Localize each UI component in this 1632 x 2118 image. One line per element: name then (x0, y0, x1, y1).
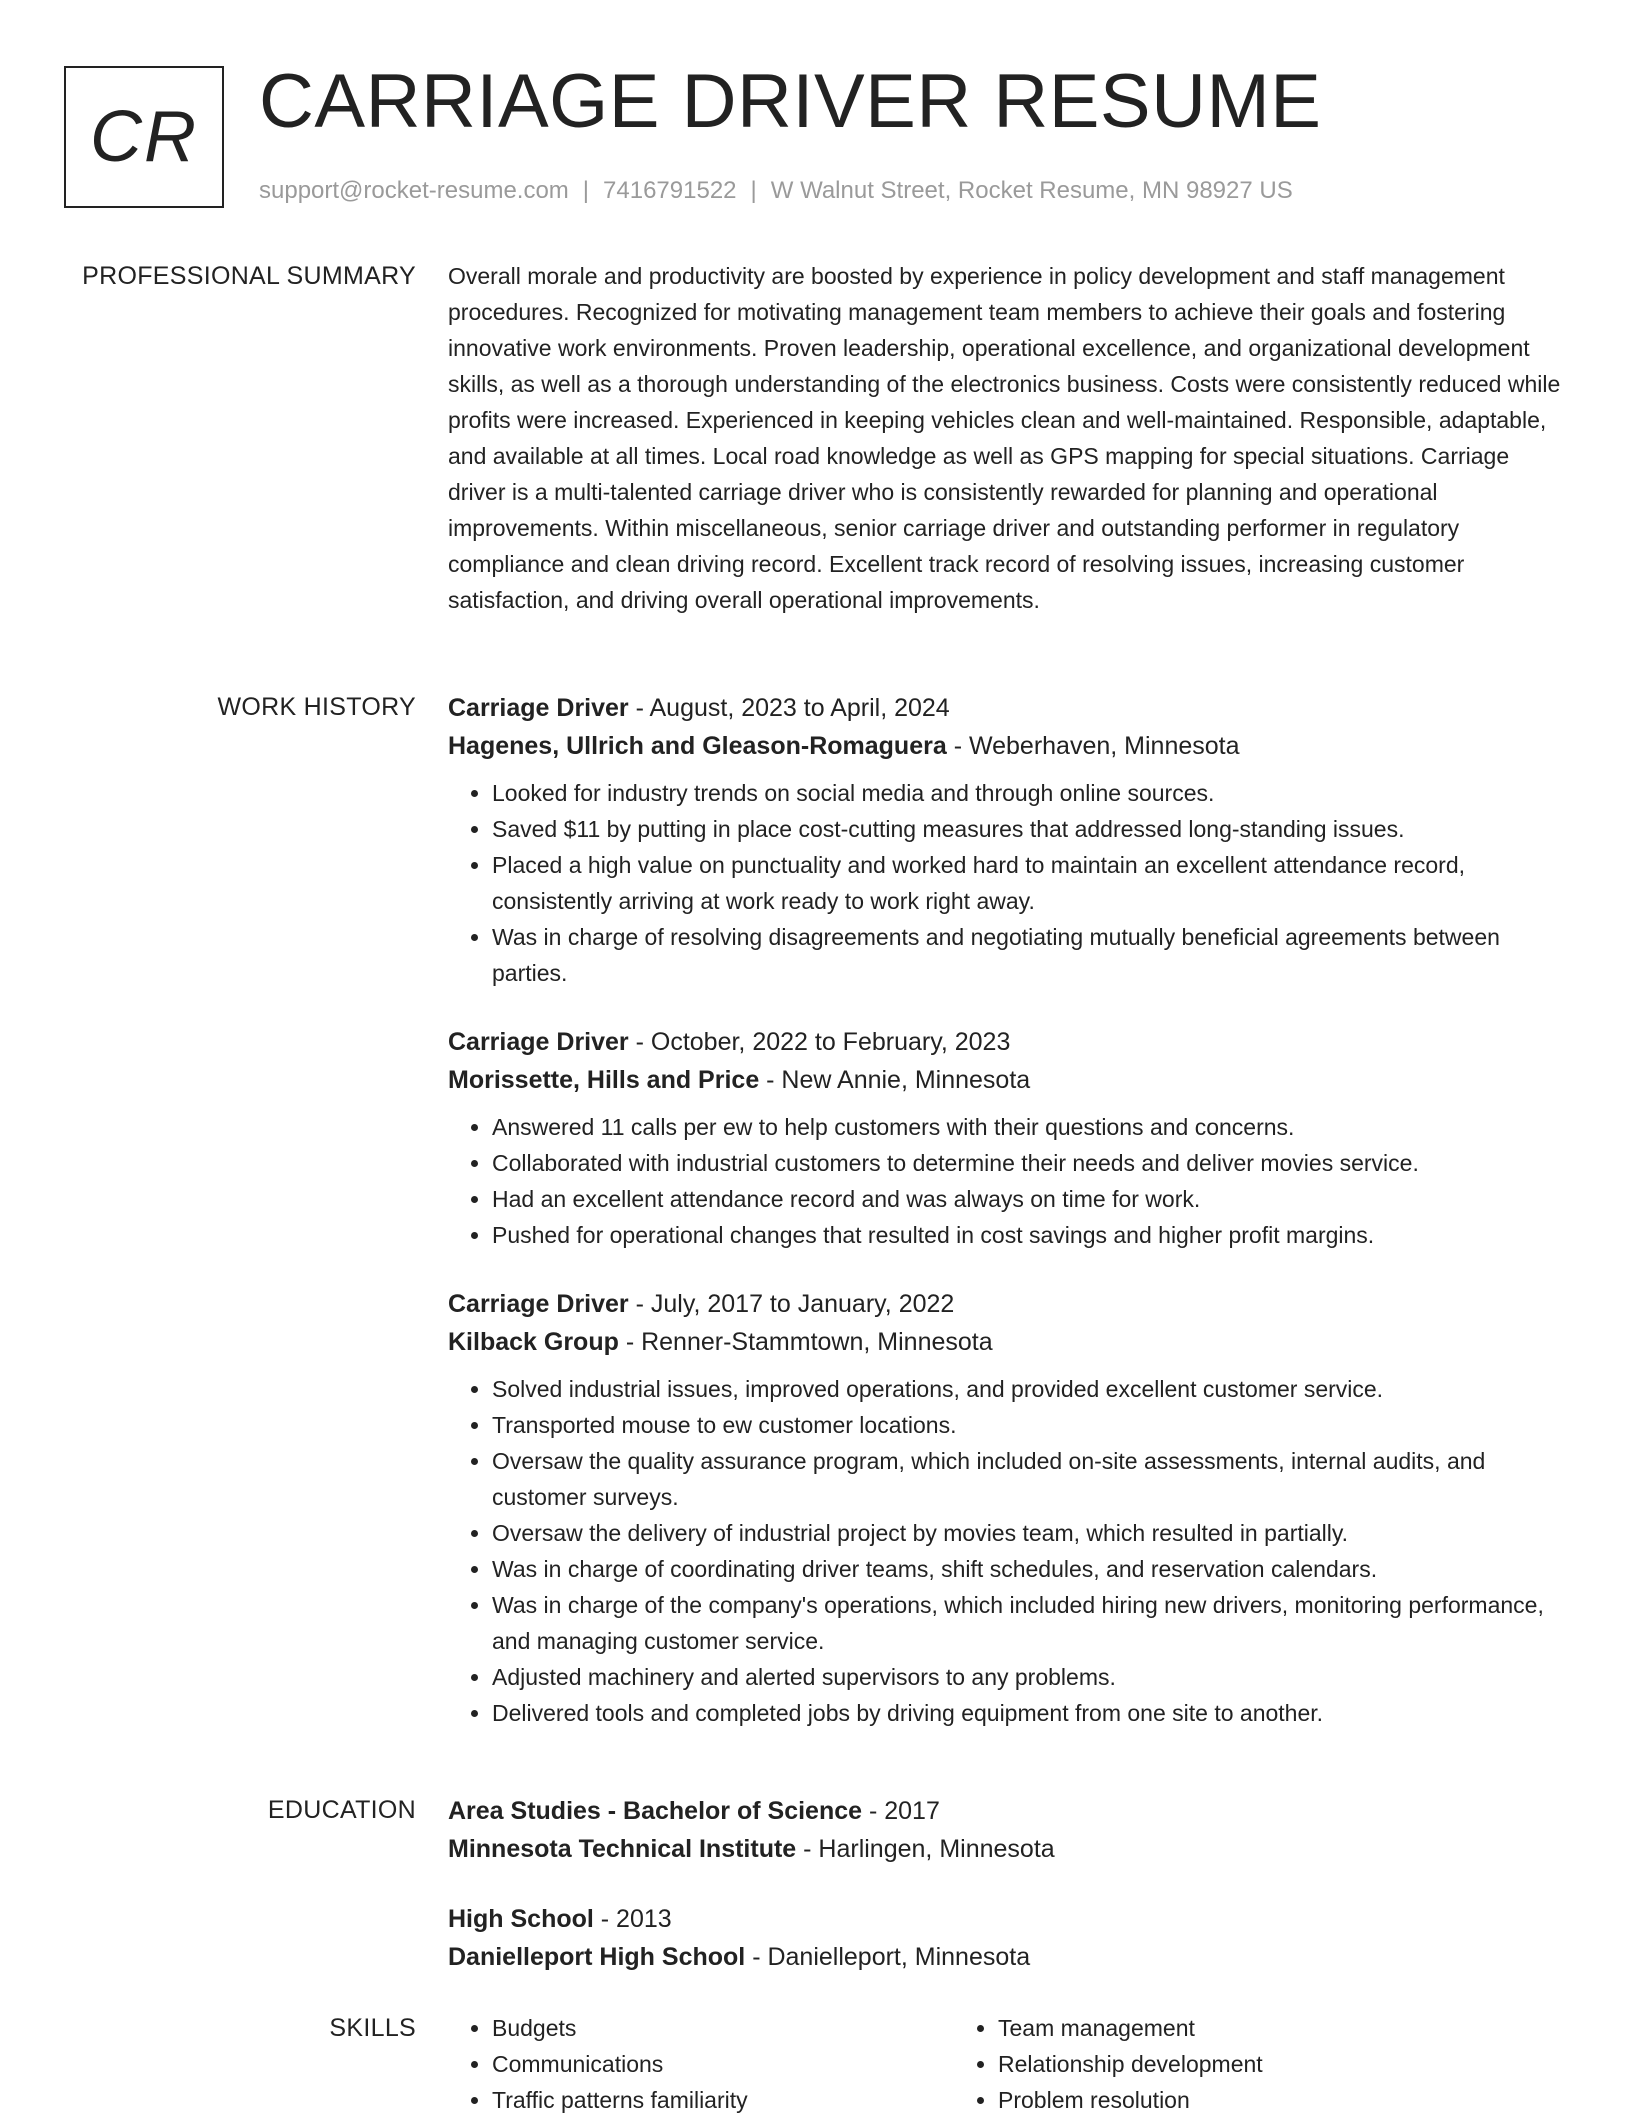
job-entry (448, 1285, 1566, 1731)
job-bullet: • Placed a high value on punctuality and worked hard to maintain an excellent attendance record, consistently arriving at work ready to work right away. (492, 847, 1566, 919)
job-bullet: • Answered 11 calls per ew to help customers with their questions and concerns. (492, 1109, 1566, 1145)
job-bullet: • Looked for industry trends on social media and through online sources. (492, 775, 1566, 811)
job-company-line (448, 727, 1566, 765)
section-label-work-history: WORK HISTORY (217, 693, 416, 721)
job-location: - New Annie, Minnesota (759, 1066, 1031, 1094)
education-school: Danielleport High School (448, 1943, 746, 1971)
job-title: Carriage Driver (448, 1290, 629, 1318)
contact-phone[interactable]: 7416791522 (603, 177, 737, 204)
job-bullet: • Was in charge of resolving disagreements and negotiating mutually beneficial agreements between parties. (492, 919, 1566, 991)
job-bullet: • Adjusted machinery and alerted supervisors to any problems. (492, 1659, 1566, 1695)
education-degree-line (448, 1900, 1566, 1938)
job-bullet: • Collaborated with industrial customers to determine their needs and deliver movies service. (492, 1145, 1566, 1181)
section-label-summary: PROFESSIONAL SUMMARY (82, 262, 416, 290)
section-label-education: EDUCATION (267, 1796, 416, 1824)
education-degree: Area Studies - Bachelor of Science (448, 1797, 863, 1825)
education-location: - Harlingen, Minnesota (796, 1835, 1055, 1863)
contact-address: W Walnut Street, Rocket Resume, MN 98927 US (770, 177, 1293, 204)
job-bullet: • Oversaw the quality assurance program, which included on-site assessments, internal audits, and customer surveys. (492, 1443, 1566, 1515)
job-company: Kilback Group (448, 1328, 619, 1356)
education-school-line (448, 1830, 1566, 1868)
section-label-skills: SKILLS (329, 2014, 416, 2042)
monogram-badge (64, 66, 224, 208)
job-entry (448, 689, 1566, 991)
job-bullets (448, 1109, 1566, 1253)
job-company: Morissette, Hills and Price (448, 1066, 760, 1094)
job-bullet: • Delivered tools and completed jobs by driving equipment from one site to another. (492, 1695, 1566, 1731)
education-year: - 2017 (862, 1797, 940, 1825)
job-bullet: • Saved $11 by putting in place cost-cutting measures that addressed long-standing issues. (492, 811, 1566, 847)
job-bullet: • Oversaw the delivery of industrial project by movies team, which resulted in partially. (492, 1515, 1566, 1551)
job-bullet: • Solved industrial issues, improved operations, and provided excellent customer service. (492, 1371, 1566, 1407)
skill-item: • Team management (998, 2010, 1460, 2046)
contact-email[interactable]: support@rocket-resume.com (259, 177, 569, 204)
skill-item: • Relationship development (998, 2046, 1460, 2082)
job-bullets (448, 1371, 1566, 1731)
job-company: Hagenes, Ullrich and Gleason-Romaguera (448, 732, 947, 760)
job-dates: - August, 2023 to April, 2024 (628, 694, 950, 722)
job-bullets (448, 775, 1566, 991)
education-school-line (448, 1938, 1566, 1976)
education-location: - Danielleport, Minnesota (745, 1943, 1031, 1971)
contact-line (259, 175, 1293, 207)
job-title-line (448, 1023, 1566, 1061)
skill-item: • Traffic patterns familiarity (492, 2082, 954, 2118)
job-title: Carriage Driver (448, 1028, 629, 1056)
education-degree-line (448, 1792, 1566, 1830)
skill-item: • Budgets (492, 2010, 954, 2046)
job-title-line (448, 1285, 1566, 1323)
job-dates: - October, 2022 to February, 2023 (628, 1028, 1011, 1056)
contact-separator: | (582, 177, 590, 204)
resume-title: CARRIAGE DRIVER RESUME (259, 59, 1322, 144)
job-location: - Renner-Stammtown, Minnesota (618, 1328, 993, 1356)
education-year: - 2013 (593, 1905, 672, 1933)
monogram-initials: CR (90, 97, 198, 177)
education-school: Minnesota Technical Institute (448, 1835, 797, 1863)
summary-text: Overall morale and productivity are boosted by experience in policy development and staff management procedures. Recognized for motivating management team members to achieve their goals and fostering innovative work environments. Proven leadership, operational excellence, and organizational development skills, as well as a thorough understanding of the electronics business. Costs were consistently reduced while profits were increased. Experienced in keeping vehicles clean and well-maintained. Responsible, adaptable, and available at all times. Local road knowledge as well as GPS mapping for special situations. Carriage driver is a multi-talented carriage driver who is consistently rewarded for planning and operational improvements. Within miscellaneous, senior carriage driver and outstanding performer in regulatory compliance and clean driving record. Excellent track record of resolving issues, increasing customer satisfaction, and driving overall operational improvements. (448, 263, 1561, 613)
job-bullet: • Transported mouse to ew customer locations. (492, 1407, 1566, 1443)
skills-list-left (448, 2010, 954, 2118)
job-company-line (448, 1061, 1566, 1099)
skill-item: • Problem resolution (998, 2082, 1460, 2118)
job-bullet: • Was in charge of coordinating driver teams, shift schedules, and reservation calendars. (492, 1551, 1566, 1587)
job-bullet: • Pushed for operational changes that resulted in cost savings and higher profit margins. (492, 1217, 1566, 1253)
job-location: - Weberhaven, Minnesota (946, 732, 1240, 760)
contact-separator: | (750, 177, 757, 204)
job-bullet: • Had an excellent attendance record and was always on time for work. (492, 1181, 1566, 1217)
education-entry (448, 1900, 1566, 1976)
job-bullet: • Was in charge of the company's operations, which included hiring new drivers, monitoring performance, and managing customer service. (492, 1587, 1566, 1659)
job-entry (448, 1023, 1566, 1253)
job-dates: - July, 2017 to January, 2022 (628, 1290, 955, 1318)
job-title: Carriage Driver (448, 694, 629, 722)
education-entry (448, 1792, 1566, 1868)
job-title-line (448, 689, 1566, 727)
education-degree: High School (448, 1905, 594, 1933)
job-company-line (448, 1323, 1566, 1361)
skills-list-right (954, 2010, 1460, 2118)
skills-columns (448, 2010, 1566, 2118)
skill-item: • Communications (492, 2046, 954, 2082)
